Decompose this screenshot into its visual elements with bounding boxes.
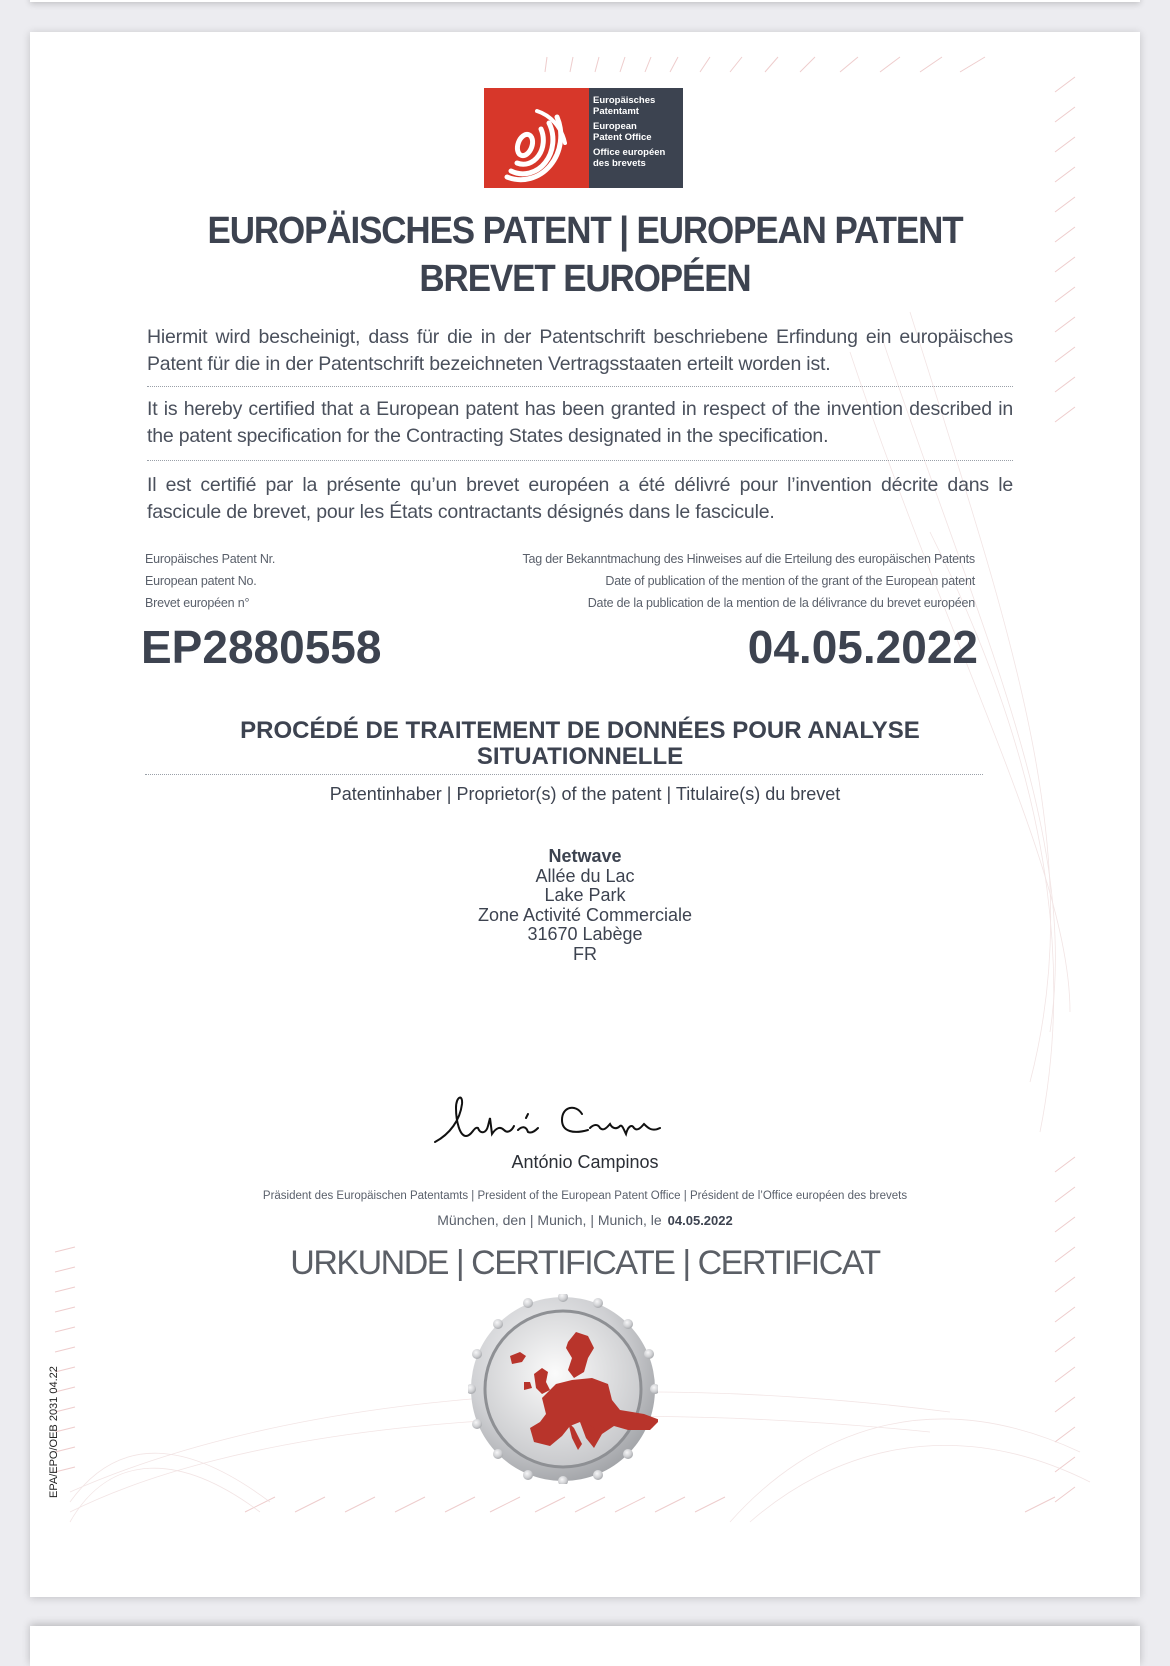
statement-english: It is hereby certified that a European patent has been granted in respect of the invention described in the patent specification for the Contracting States designated in the specification. bbox=[147, 398, 1013, 447]
label-de: Tag der Bekanntmachung des Hinweises auf die Erteilung des europäischen Patents bbox=[522, 552, 975, 566]
epo-logo-text bbox=[589, 88, 683, 188]
epo-logo-mark-icon bbox=[484, 88, 589, 188]
publication-date: 04.05.2022 bbox=[747, 621, 978, 673]
logo-line: des brevets bbox=[593, 158, 646, 169]
label-de: Europäisches Patent Nr. bbox=[145, 552, 276, 566]
address-line: Allée du Lac bbox=[535, 865, 635, 886]
form-code: EPA/EPO/OEB 2031 04.22 bbox=[48, 1366, 60, 1498]
eu-map-seal-icon bbox=[468, 1294, 658, 1484]
patent-number: EP2880558 bbox=[141, 621, 382, 673]
address-line: Lake Park bbox=[544, 885, 626, 905]
address-line: 31670 Labège bbox=[527, 924, 643, 944]
statement-german: Hiermit wird bescheinigt, dass für die in der Patentschrift beschriebene Erfindung ein europäisches Patent für die in der Patentschrift bezeichneten Vertragsstaaten erteilt worden ist. bbox=[147, 326, 1013, 375]
proprietor-label: Patentinhaber | Proprietor(s) of the patent | Titulaire(s) du brevet bbox=[329, 784, 841, 804]
invention-title-line2: SITUATIONNELLE bbox=[476, 743, 684, 770]
logo-line: Europäisches bbox=[593, 95, 656, 106]
signature-date: 04.05.2022 bbox=[667, 1213, 733, 1228]
document-title-line1: EUROPÄISCHES PATENT | EUROPEAN PATENT bbox=[207, 210, 963, 252]
label-en: European patent No. bbox=[145, 574, 257, 588]
logo-line: Patent Office bbox=[593, 132, 652, 143]
proprietor-address bbox=[30, 847, 1140, 964]
president-signature bbox=[430, 1090, 680, 1150]
logo-line: European bbox=[593, 121, 637, 132]
label-fr: Brevet européen n° bbox=[145, 596, 250, 610]
divider bbox=[147, 386, 1013, 387]
label-fr: Date de la publication de la mention de la délivrance du brevet européen bbox=[587, 596, 975, 610]
invention-title bbox=[170, 718, 990, 770]
certificate-page bbox=[30, 32, 1140, 1597]
patent-number-labels bbox=[145, 548, 275, 614]
epo-logo bbox=[484, 88, 683, 188]
certificate-heading: URKUNDE | CERTIFICATE | CERTIFICAT bbox=[290, 1244, 880, 1282]
proprietor-name: Netwave bbox=[548, 846, 622, 866]
document-title-line2: BREVET EUROPÉEN bbox=[419, 258, 751, 300]
logo-line: Patentamt bbox=[593, 106, 639, 117]
president-name: António Campinos bbox=[511, 1152, 659, 1172]
statement-french: Il est certifié par la présente qu’un brevet européen a été délivré pour l’invention décrite dans le fascicule de brevet, pour les États contractants désignés dans le fascicule. bbox=[147, 474, 1013, 523]
label-en: Date of publication of the mention of the grant of the European patent bbox=[605, 574, 975, 588]
address-line: FR bbox=[573, 943, 597, 964]
logo-line: Office européen bbox=[593, 147, 666, 158]
place-and-date bbox=[30, 1212, 1140, 1228]
publication-date-labels bbox=[522, 548, 975, 614]
president-title: Präsident des Europäischen Patentamts | President of the European Patent Office | Président de l’Office européen des brevets bbox=[262, 1190, 908, 1202]
invention-title-line1: PROCÉDÉ DE TRAITEMENT DE DONNÉES POUR ANALYSE bbox=[240, 717, 920, 744]
place-label: München, den | Munich, | Munich, le bbox=[437, 1212, 662, 1228]
address-line: Zone Activité Commerciale bbox=[477, 904, 693, 925]
previous-page-edge bbox=[30, 0, 1140, 2]
next-page-edge bbox=[30, 1626, 1140, 1666]
divider bbox=[147, 460, 1013, 461]
divider bbox=[145, 774, 983, 775]
